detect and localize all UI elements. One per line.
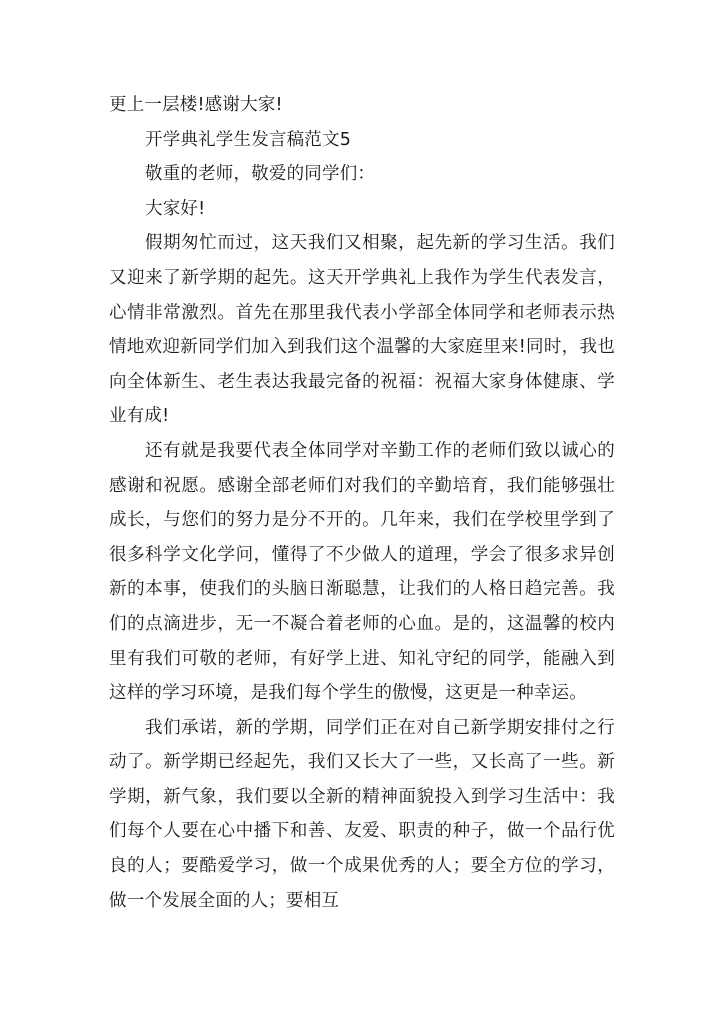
- paragraph-salutation: 敬重的老师，敬爱的同学们：: [145, 164, 376, 185]
- paragraph-greeting: 大家好!: [145, 198, 206, 219]
- document-body: [109, 88, 615, 918]
- paragraph-body-1: 假期匆忙而过，这天我们又相聚，起先新的学习生活。我们又迎来了新学期的起先。这天开学典礼上我作为学生代表发言，心情非常激烈。首先在那里我代表小学部全体同学和老师表示热情地欢迎新同学们加入到我们这个温馨的大家庭里来!同时，我也向全体新生、老生表达我最完备的祝福：祝福大家身体健康、学业有成!: [109, 233, 615, 427]
- paragraph-closing-line: 更上一层楼!感谢大家!: [109, 95, 283, 115]
- paragraph-title: 开学典礼学生发言稿范文5: [145, 129, 352, 150]
- paragraph-body-2: 还有就是我要代表全体同学对辛勤工作的老师们致以诚心的感谢和祝愿。感谢全部老师们对我们的辛勤培育，我们能够强壮成长，与您们的努力是分不开的。几年来，我们在学校里学到了很多科学文化学问，懂得了不少做人的道理，学会了很多求异创新的本事，使我们的头脑日渐聪慧，让我们的人格日趋完善。我们的点滴进步，无一不凝合着老师的心血。是的，这温馨的校内里有我们可敬的老师，有好学上进、知礼守纪的同学，能融入到这样的学习环境，是我们每个学生的傲慢，这更是一种幸运。: [109, 440, 615, 704]
- paragraph-body-3: 我们承诺，新的学期，同学们正在对自己新学期安排付之行动了。新学期已经起先，我们又长大了一些，又长高了一些。新学期，新气象，我们要以全新的精神面貌投入到学习生活中：我们每个人要在心中播下和善、友爱、职责的种子，做一个品行优良的人；要酷爱学习，做一个成果优秀的人；要全方位的学习，做一个发展全面的人；要相互: [109, 717, 615, 911]
